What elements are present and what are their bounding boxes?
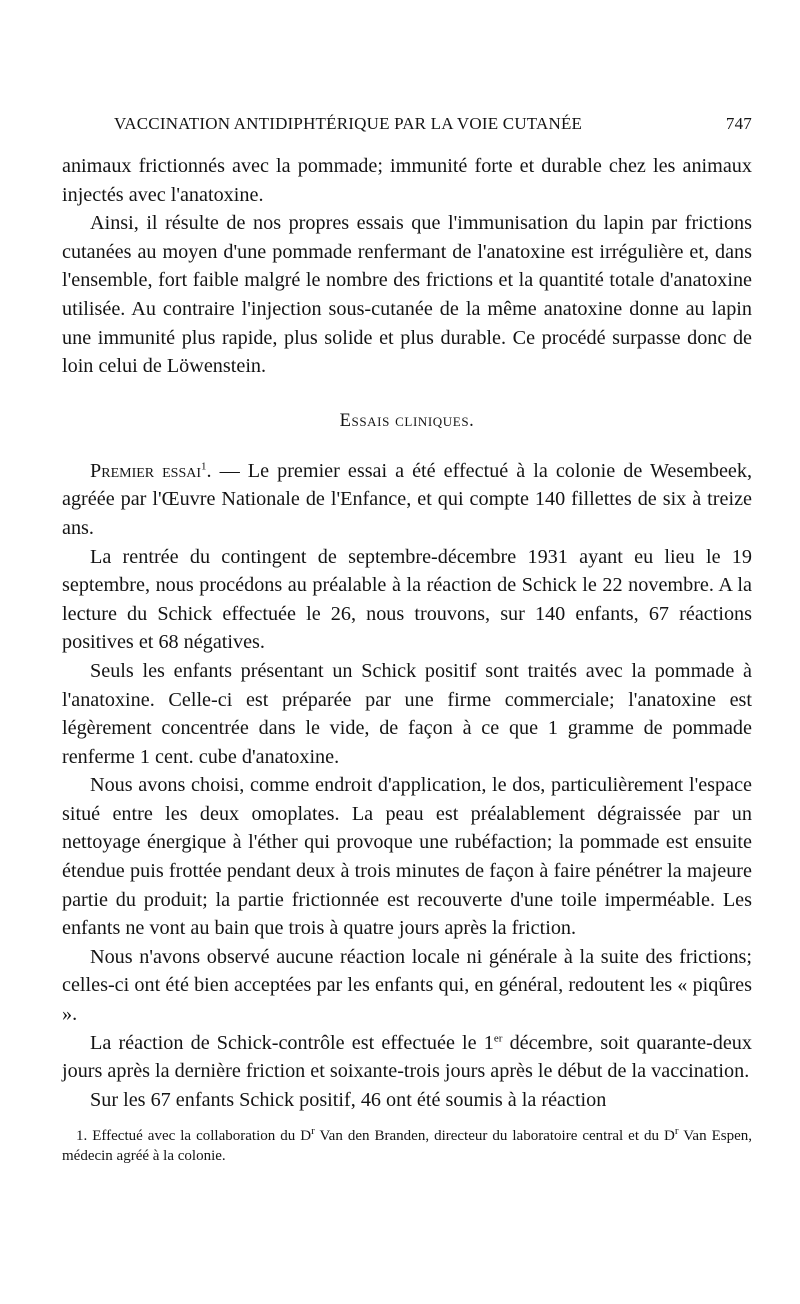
footnote bbox=[62, 1126, 752, 1166]
paragraph-treatment: Seuls les enfants présentant un Schick positif sont traités avec la pommade à l'anatoxine. Celle-ci est préparée par une firme commerciale; l'anatoxine est légèrement concentrée dans le vide, de façon à ce que 1 gramme de pommade renferme 1 cent. cube d'anatoxine. bbox=[62, 659, 752, 768]
footnote-text-c: Van Espen, médecin agréé à la colonie. bbox=[62, 1128, 752, 1165]
running-header bbox=[114, 114, 752, 134]
first-trial-text: Le premier essai a été effectué à la colonie de Wesembeek, agréée par l'Œuvre Nationale de l'Enfance, et qui compte 140 fillettes de six à treize ans. bbox=[62, 459, 753, 539]
paragraph-conclusion: Ainsi, il résulte de nos propres essais que l'immunisation du lapin par frictions cutanées au moyen d'une pommade renfermant de l'anatoxine est irrégulière et, dans l'ensemble, fort faible malgré le nombre des frictions et la quantité totale d'anatoxine utilisée. Au contraire l'injection sous-cutanée de la même anatoxine donne au lapin une immunité plus rapide, plus solide et plus durable. Ce procédé surpasse donc de loin celui de Löwenstein. bbox=[62, 212, 752, 378]
running-title: VACCINATION ANTIDIPHTÉRIQUE PAR LA VOIE CUTANÉE bbox=[114, 114, 583, 133]
footnote-sup-a: r bbox=[311, 1125, 315, 1138]
paragraph-first-trial bbox=[62, 457, 752, 543]
footnote-sup-b: r bbox=[674, 1125, 679, 1138]
paragraph-results: Sur les 67 enfants Schick positif, 46 ont été soumis à la réaction bbox=[90, 1088, 607, 1111]
ordinal-superscript: er bbox=[493, 1031, 503, 1044]
paragraph-reactions: Nous n'avons observé aucune réaction locale ni générale à la suite des frictions; celles-ci ont été bien acceptées par les enfants qui, en général, redoutent les « piqûres ». bbox=[62, 945, 752, 1026]
footnote-text-a: 1. Effectué avec la collaboration du D bbox=[76, 1128, 312, 1145]
control-text-a: La réaction de Schick-contrôle est effectuée le 1 bbox=[90, 1031, 494, 1054]
paragraph-continuation: animaux frictionnés avec la pommade; immunité forte et durable chez les animaux injectés avec l'anatoxine. bbox=[62, 155, 752, 206]
paragraph-schick-test: La rentrée du contingent de septembre-décembre 1931 ayant eu lieu le 19 septembre, nous procédons au préalable à la réaction de Schick le 22 novembre. A la lecture du Schick effectuée le 26, nous trouvons, sur 140 enfants, 67 réactions positives et 68 négatives. bbox=[62, 545, 752, 654]
run-in-dash: . — bbox=[206, 459, 248, 482]
footnote-text-b: Van den Branden, directeur du laboratoire central et du D bbox=[314, 1128, 675, 1145]
section-heading: Essais cliniques. bbox=[339, 410, 475, 431]
footnote-marker: 1 bbox=[201, 460, 207, 473]
control-text-b: décembre, soit quarante-deux jours après la dernière friction et soixante-trois jours après le début de la vaccination. bbox=[62, 1031, 752, 1083]
page-number: 747 bbox=[725, 114, 752, 133]
document-page bbox=[62, 114, 752, 1166]
paragraph-control bbox=[62, 1029, 752, 1086]
run-in-heading: Premier essai bbox=[90, 459, 202, 482]
paragraph-application: Nous avons choisi, comme endroit d'application, le dos, particulièrement l'espace situé entre les deux omoplates. La peau est préalablement dégraissée par un nettoyage énergique à l'éther qui provoque une rubéfaction; la pommade est ensuite étendue puis frottée pendant deux à trois minutes de façon à faire pénétrer la majeure partie du produit; la partie frictionnée est recouverte d'une toile imperméable. Les enfants ne vont au bain que trois à quatre jours après la friction. bbox=[62, 774, 752, 940]
